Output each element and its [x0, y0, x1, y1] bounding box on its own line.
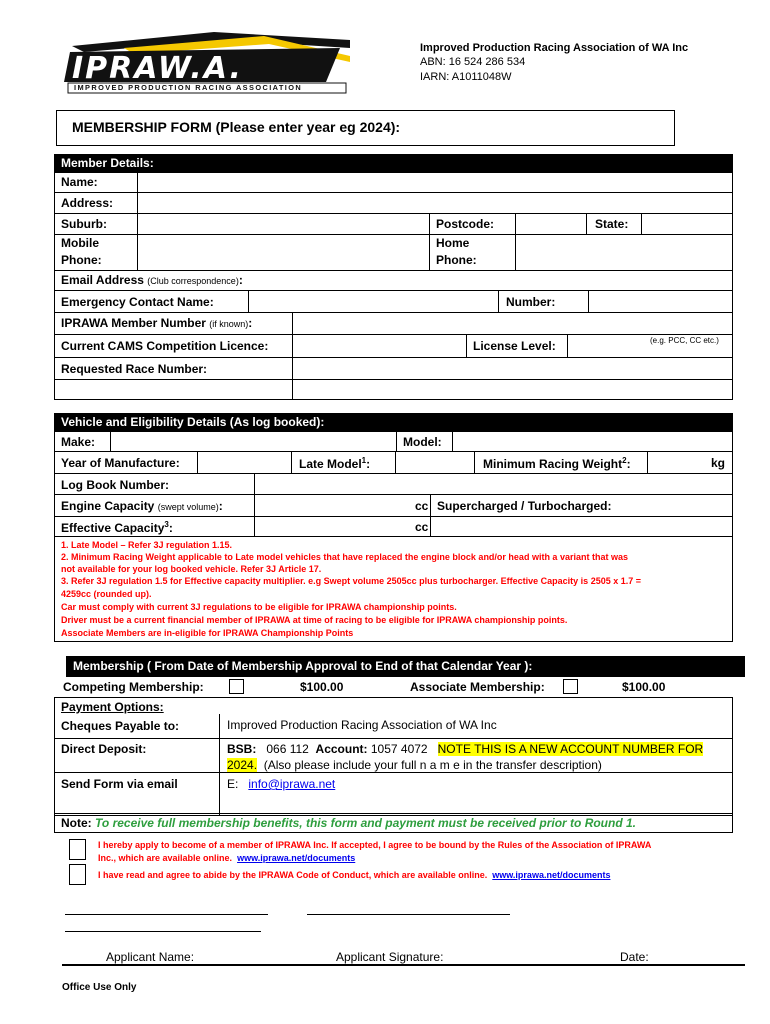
bank-details-line2: 2024. (Also please include your full n a m e in the transfer description)	[227, 758, 602, 772]
note-label: Note:	[61, 816, 92, 830]
agree-membership-text: I hereby apply to become of a member of IPRAWA Inc. If accepted, I agree to be bound by the Rules of the Association of IPRAWA	[98, 840, 652, 850]
associate-membership-price: $100.00	[622, 680, 666, 694]
office-use-only: Office Use Only	[62, 982, 137, 993]
note-3-cont: 4259cc (rounded up).	[61, 589, 152, 599]
logo-wordmark: IPRAW.A.	[72, 51, 243, 86]
documents-link-2[interactable]: www.iprawa.net/documents	[492, 870, 611, 880]
send-email: E: info@iprawa.net	[227, 777, 336, 791]
mobile-label-line1: Mobile	[61, 236, 99, 250]
membership-header: Membership ( From Date of Membership Approval to End of that Calendar Year ):	[66, 656, 745, 677]
applicant-signature-label: Applicant Signature:	[336, 950, 444, 964]
emergency-contact-label: Emergency Contact Name:	[61, 295, 214, 309]
vehicle-details-header: Vehicle and Eligibility Details (As log booked):	[54, 413, 733, 431]
ipraw-logo	[64, 26, 350, 94]
cheques-label: Cheques Payable to:	[61, 719, 180, 733]
make-field[interactable]	[111, 432, 396, 451]
license-level-note: (e.g. PCC, CC etc.)	[650, 336, 719, 345]
org-name: Improved Production Racing Association of WA Inc	[420, 42, 689, 54]
note-line	[61, 816, 636, 830]
effective-capacity-field[interactable]	[255, 517, 413, 537]
race-number-label: Requested Race Number:	[61, 362, 208, 376]
mobile-label-line2: Phone:	[61, 253, 102, 267]
engine-capacity-field[interactable]	[255, 495, 413, 516]
member-number-field[interactable]	[293, 313, 732, 334]
log-book-label: Log Book Number:	[61, 478, 169, 492]
home-phone-label-line1: Home	[436, 236, 470, 250]
cheques-value: Improved Production Racing Association of WA Inc	[227, 718, 497, 732]
state-field[interactable]	[642, 214, 732, 234]
home-phone-label-line2: Phone:	[436, 253, 477, 267]
email-field[interactable]	[250, 271, 732, 290]
postcode-field[interactable]	[516, 214, 586, 234]
applicant-name-line[interactable]	[65, 914, 268, 915]
bank-details: BSB: 066 112 Account: 1057 4072 NOTE THIS IS A NEW ACCOUNT NUMBER FOR	[227, 742, 704, 756]
effective-capacity-label: Effective Capacity$^3$:	[61, 520, 173, 535]
min-racing-weight-field[interactable]	[648, 452, 708, 473]
model-field[interactable]	[453, 432, 732, 451]
year-of-manufacture-field[interactable]	[198, 452, 291, 473]
competing-membership-label: Competing Membership:	[63, 680, 204, 694]
engine-cc-unit: cc	[415, 499, 429, 513]
note-financial-member: Driver must be a current financial member of IPRAWA at time of racing to be eligible for IPRAWA championship points.	[61, 615, 568, 625]
note-3j-compliance: Car must comply with current 3J regulations to be eligible for IPRAWA championship points.	[61, 602, 457, 612]
form-title: MEMBERSHIP FORM (Please enter year eg 2024):	[72, 119, 401, 135]
documents-link-1[interactable]: www.iprawa.net/documents	[237, 853, 356, 863]
log-book-field[interactable]	[255, 474, 732, 494]
agree-code-of-conduct-text: I have read and agree to abide by the IPRAWA Code of Conduct, which are available online. www.iprawa.net/documents	[98, 870, 611, 880]
member-number-label: IPRAWA Member Number (if known):	[61, 316, 253, 330]
email-link[interactable]: info@iprawa.net	[248, 777, 336, 791]
associate-membership-label: Associate Membership:	[410, 680, 545, 694]
name-label: Name:	[61, 175, 98, 189]
new-account-notice: NOTE THIS IS A NEW ACCOUNT NUMBER FOR	[437, 742, 704, 756]
engine-capacity-label: Engine Capacity (swept volume):	[61, 499, 223, 513]
home-phone-field[interactable]	[516, 235, 732, 270]
direct-deposit-label: Direct Deposit:	[61, 742, 147, 756]
applicant-name-label: Applicant Name:	[106, 950, 195, 964]
date-label: Date:	[620, 950, 649, 964]
note-associate: Associate Members are in-eligible for IPRAWA Championship Points	[61, 628, 354, 638]
late-model-field[interactable]	[396, 452, 474, 473]
race-number-field[interactable]	[293, 358, 732, 400]
state-label: State:	[595, 217, 629, 231]
emergency-contact-field[interactable]	[249, 291, 498, 312]
org-iarn: IARN: A1011048W	[420, 71, 512, 83]
name-field[interactable]	[138, 173, 732, 192]
logo-tagline: IMPROVED PRODUCTION RACING ASSOCIATION	[74, 83, 303, 92]
model-label: Model:	[403, 435, 442, 449]
note-1: 1. Late Model – Refer 3J regulation 1.15.	[61, 540, 233, 550]
note-text: To receive full membership benefits, this form and payment must be received prior to Round 1.	[95, 816, 637, 830]
address-field[interactable]	[138, 194, 732, 213]
associate-membership-checkbox[interactable]	[563, 679, 578, 694]
agree-code-of-conduct-checkbox[interactable]	[69, 864, 86, 885]
signature-baseline	[62, 964, 745, 966]
emergency-number-label: Number:	[506, 295, 556, 309]
address-label: Address:	[61, 196, 114, 210]
kg-unit: kg	[711, 456, 726, 470]
payment-options-header: Payment Options:	[61, 700, 164, 714]
suburb-field[interactable]	[138, 214, 428, 234]
make-label: Make:	[61, 435, 96, 449]
effective-cc-unit: cc	[415, 520, 429, 534]
postcode-label: Postcode:	[436, 217, 495, 231]
license-level-label: License Level:	[473, 339, 556, 353]
applicant-name-line-2[interactable]	[65, 931, 261, 932]
suburb-label: Suburb:	[61, 217, 107, 231]
agree-membership-text-line2: Inc., which are available online. www.iprawa.net/documents	[98, 853, 356, 863]
cams-licence-label: Current CAMS Competition Licence:	[61, 339, 269, 353]
note-2: 2. Minimum Racing Weight applicable to Late model vehicles that have replaced the engine block and/or head with a variant that was	[61, 552, 628, 562]
member-details-header: Member Details:	[54, 154, 733, 172]
note-2-cont: not available for your log booked vehicle. Refer 3J Article 17.	[61, 564, 322, 574]
email-label: Email Address (Club correspondence):	[61, 273, 243, 287]
competing-membership-price: $100.00	[300, 680, 344, 694]
mobile-field[interactable]	[138, 235, 428, 270]
year-of-manufacture-label: Year of Manufacture:	[61, 456, 180, 470]
applicant-signature-line[interactable]	[307, 914, 510, 915]
cams-licence-field[interactable]	[293, 335, 466, 357]
competing-membership-checkbox[interactable]	[229, 679, 244, 694]
license-level-field[interactable]	[568, 335, 732, 357]
min-racing-weight-label: Minimum Racing Weight$^2$:	[483, 456, 631, 471]
supercharged-field[interactable]	[630, 495, 732, 516]
send-form-label: Send Form via email	[61, 777, 178, 791]
supercharged-label: Supercharged / Turbocharged:	[437, 499, 612, 513]
emergency-number-field[interactable]	[589, 291, 732, 312]
late-model-label: Late Model$^1$:	[299, 456, 371, 471]
note-3: 3. Refer 3J regulation 1.5 for Effective capacity multiplier. e.g Swept volume 2505cc plus turbocharger. Effective Capacity is 2505 x 1.7 =	[61, 576, 641, 586]
org-abn: ABN: 16 524 286 534	[420, 56, 526, 68]
payment-table	[54, 697, 733, 816]
agree-membership-checkbox[interactable]	[69, 839, 86, 860]
